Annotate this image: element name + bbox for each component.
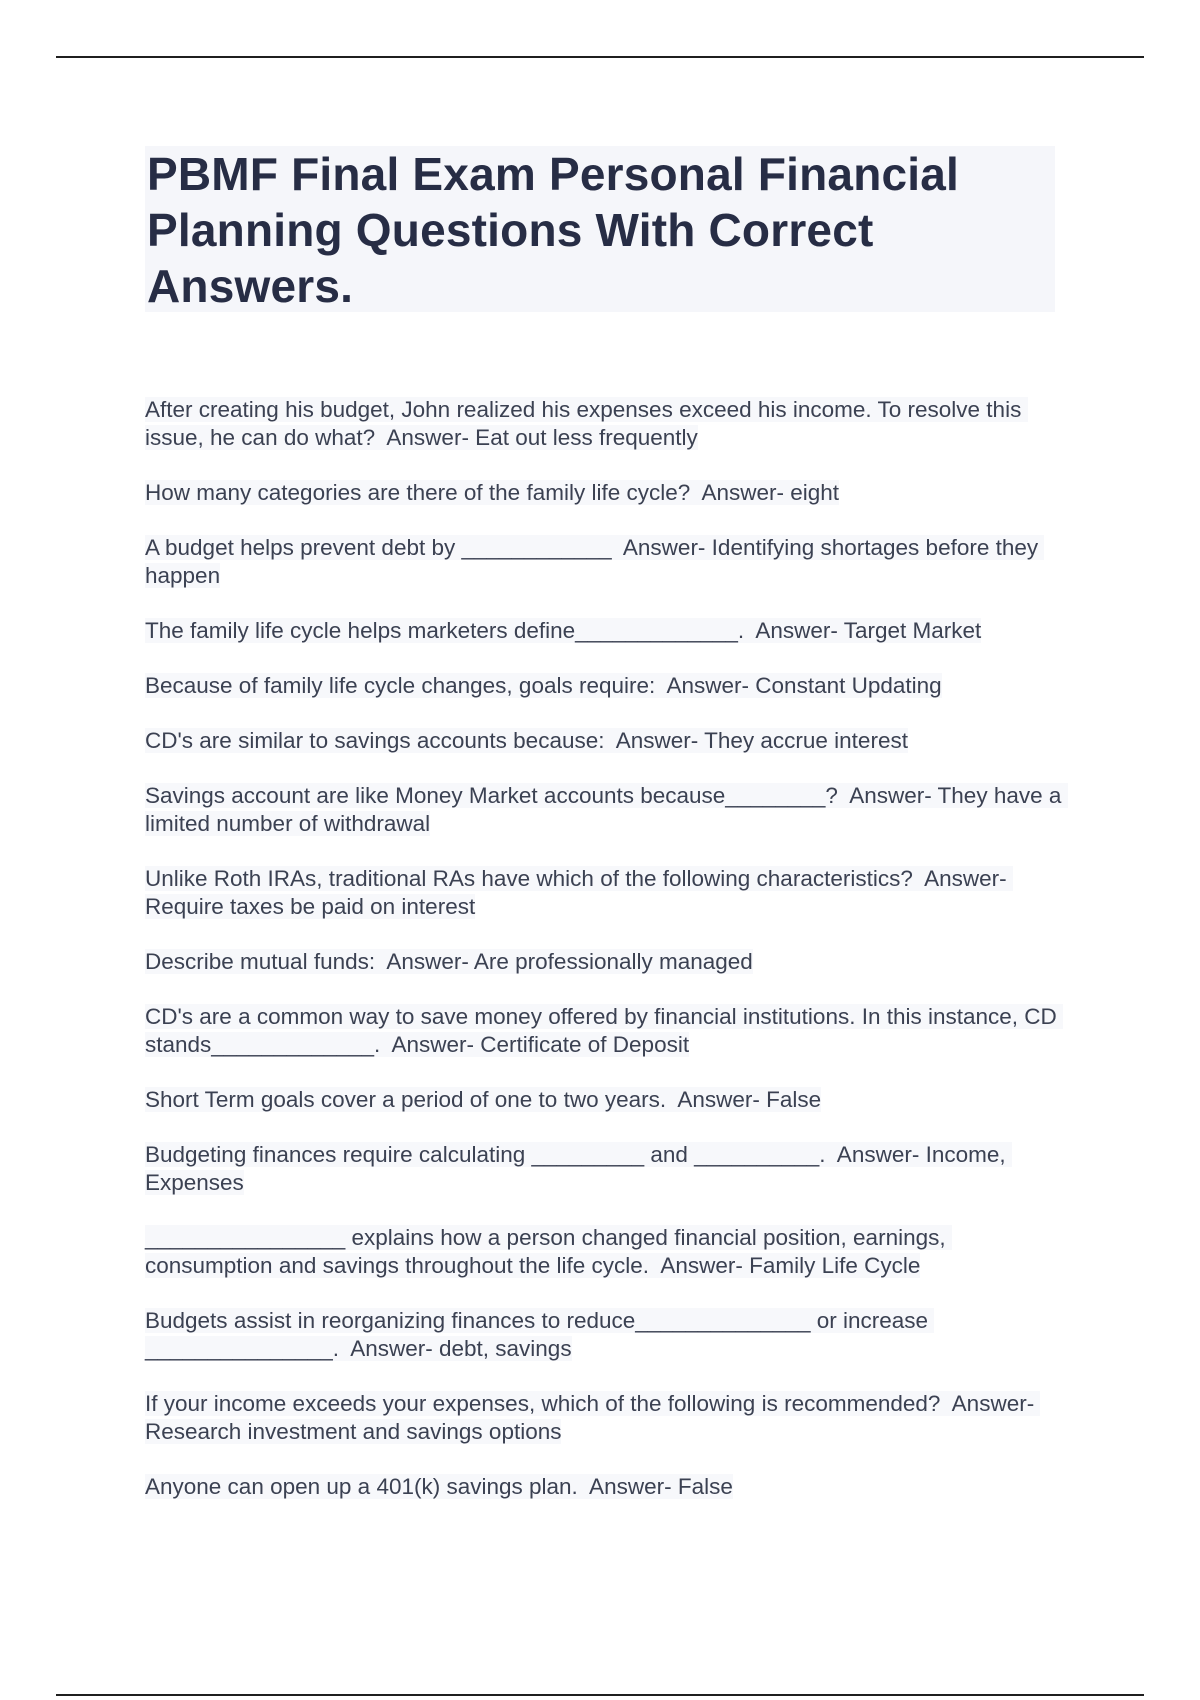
qa-text: Unlike Roth IRAs, traditional RAs have which of the following characteristics? Answer- Require taxes be paid on interest [145,866,1013,919]
qa-text: If your income exceeds your expenses, which of the following is recommended? Answer- Research investment and savings options [145,1391,1041,1444]
qa-item [145,1473,1065,1501]
qa-item [145,865,1065,921]
qa-text: CD's are similar to savings accounts because: Answer- They accrue interest [145,728,908,753]
qa-item [145,534,1065,590]
qa-item [145,1086,1065,1114]
document-title: PBMF Final Exam Personal Financial Planning Questions With Correct Answers. [147,148,960,312]
qa-list [145,396,1068,1528]
bottom-rule [56,1694,1144,1696]
qa-text: The family life cycle helps marketers define_____________. Answer- Target Market [145,618,982,643]
qa-text: CD's are a common way to save money offered by financial institutions. In this instance, CD stands_____________. Answer- Certificate of Deposit [145,1004,1064,1057]
qa-item [145,1003,1065,1059]
qa-text: Anyone can open up a 401(k) savings plan. Answer- False [145,1474,733,1499]
qa-text: Budgets assist in reorganizing finances to reduce______________ or increase _______________. Answer- debt, savings [145,1308,935,1361]
qa-item [145,1141,1065,1197]
qa-item [145,1224,1065,1280]
qa-item [145,479,1065,507]
title-block [145,146,1055,312]
qa-item [145,948,1065,976]
qa-item [145,672,1065,700]
qa-text: A budget helps prevent debt by ____________ Answer- Identifying shortages before they happen [145,535,1045,588]
qa-text: After creating his budget, John realized his expenses exceed his income. To resolve this issue, he can do what? Answer- Eat out less frequently [145,397,1028,450]
qa-text: Because of family life cycle changes, goals require: Answer- Constant Updating [145,673,942,698]
qa-text: Budgeting finances require calculating _________ and __________. Answer- Income, Expenses [145,1142,1012,1195]
qa-item [145,1390,1065,1446]
qa-item [145,396,1065,452]
qa-item [145,1307,1065,1363]
top-rule [56,56,1144,58]
qa-item [145,727,1065,755]
qa-text: Describe mutual funds: Answer- Are professionally managed [145,949,753,974]
qa-text: ________________ explains how a person changed financial position, earnings, consumption and savings throughout the life cycle. Answer- Family Life Cycle [145,1225,952,1278]
qa-text: Savings account are like Money Market accounts because________? Answer- They have a limited number of withdrawal [145,783,1068,836]
qa-item [145,617,1065,645]
qa-text: Short Term goals cover a period of one to two years. Answer- False [145,1087,822,1112]
qa-text: How many categories are there of the family life cycle? Answer- eight [145,480,840,505]
qa-item [145,782,1068,838]
